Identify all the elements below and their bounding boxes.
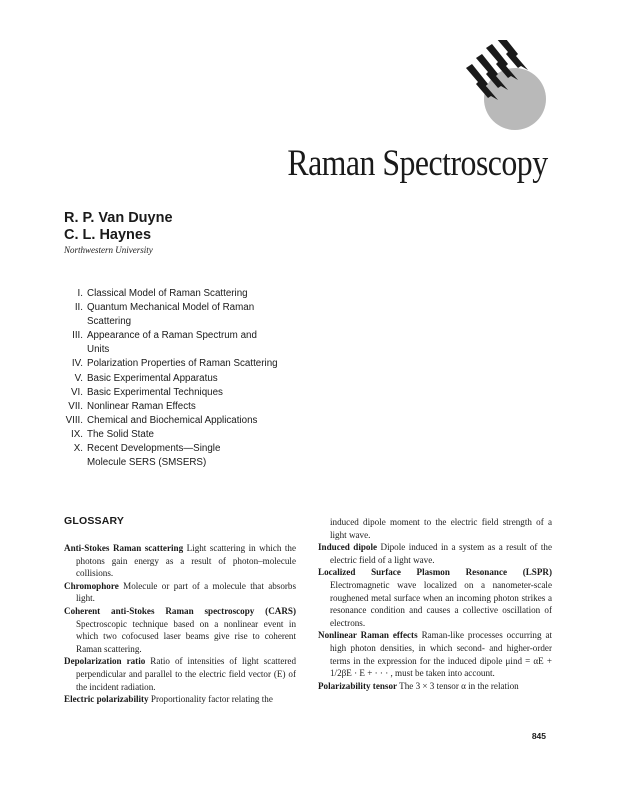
glossary-term: Localized Surface Plasmon Resonance (LSPR) [318,567,552,578]
glossary-entry [64,605,296,655]
outline-item [58,357,307,371]
outline-text: Nonlinear Raman Effects [87,400,196,412]
outline-number: X. [73,443,83,455]
glossary-term: Coherent anti-Stokes Raman spectroscopy (CARS) [64,605,296,616]
outline-number: II. [74,302,83,314]
glossary-term: Chromophore [64,580,119,591]
glossary-definition: Spectroscopic technique based on a nonlinear event in which two cofocused laser beams give rise to coherent Raman scattering. [76,618,296,654]
outline-number: VI. [71,386,83,398]
glossary-term: Polarizability tensor [318,680,398,691]
outline-text: Basic Experimental Techniques [87,386,223,398]
outline-text: Recent Developments—Single Molecule SERS (SMSERS) [87,443,221,469]
outline-number: I. [77,288,83,299]
glossary-entry [318,566,552,629]
glossary-term: Electric polarizability [64,694,149,705]
outline-item [58,428,307,442]
glossary-entry [64,693,296,706]
glossary-heading: GLOSSARY [64,515,125,527]
glossary-definition: The 3 × 3 tensor α in the relation [399,680,519,691]
glossary-definition: Ratio of intensities of light scattered perpendicular and parallel to the electric field vector (E) of the incident radiation. [76,656,296,692]
glossary-continuation: induced dipole moment to the electric field strength of a light wave. [330,517,552,540]
glossary-entry [318,541,552,566]
glossary-column-right [318,516,552,692]
glossary-term: Anti-Stokes Raman scattering [64,543,184,553]
outline-item [58,386,307,400]
outline-number: VII. [68,400,83,412]
outline-item [58,414,307,428]
outline-item [58,301,307,329]
glossary-term: Nonlinear Raman effects [318,630,418,641]
glossary-entry [64,580,296,605]
outline-number: VIII. [65,414,83,426]
glossary-entry [64,542,296,580]
page-number: 845 [531,731,546,741]
lightning-bolts-over-circle-icon [462,40,552,130]
outline-number: V. [74,372,83,384]
author-name: C. L. Haynes [64,227,152,243]
glossary-term: Depolarization ratio [64,656,146,667]
article-outline [58,287,307,470]
outline-item [58,287,307,301]
outline-number: III. [72,330,83,342]
outline-text: Classical Model of Raman Scattering [87,288,248,299]
glossary-entry [64,655,296,693]
outline-number: IV. [71,358,83,370]
chapter-logo [462,40,552,130]
author-name: R. P. Van Duyne [64,210,173,226]
glossary-definition: Light scattering in which the photons gain energy as a result of photon–molecule collisions. [76,543,296,579]
outline-item [58,400,307,414]
outline-item [58,329,307,357]
glossary-definition: Proportionality factor relating the [150,694,273,705]
outline-item [58,372,307,386]
outline-text: Polarization Properties of Raman Scattering [87,358,278,370]
glossary-column-left [64,542,296,706]
article-title: Raman Spectroscopy [287,143,548,184]
outline-item [58,442,307,470]
outline-text: The Solid State [87,428,154,440]
outline-text: Quantum Mechanical Model of Raman Scattering [87,302,255,328]
glossary-definition: Electromagnetic wave localized on a nanometer-scale roughened metal surface when an incoming photon strikes a resonance condition and causes a collective oscillation of electrons. [330,579,552,628]
outline-text: Chemical and Biochemical Applications [87,414,258,426]
outline-text: Appearance of a Raman Spectrum and Units [87,330,257,356]
glossary-definition: Molecule or part of a molecule that absorbs light. [76,580,296,604]
glossary-entry [318,629,552,679]
outline-number: IX. [71,428,83,440]
glossary-definition: Raman-like processes occurring at high photon densities, in which second- and higher-order terms in the expression for the induced dipole μind = αE + 1/2βE · E + · · · , must be taken into account. [330,630,553,679]
outline-text: Basic Experimental Apparatus [87,372,218,384]
affiliation: Northwestern University [64,245,153,255]
glossary-term: Induced dipole [318,542,378,553]
glossary-entry [318,680,552,693]
glossary-definition: Dipole induced in a system as a result of the electric field of a light wave. [330,542,552,565]
